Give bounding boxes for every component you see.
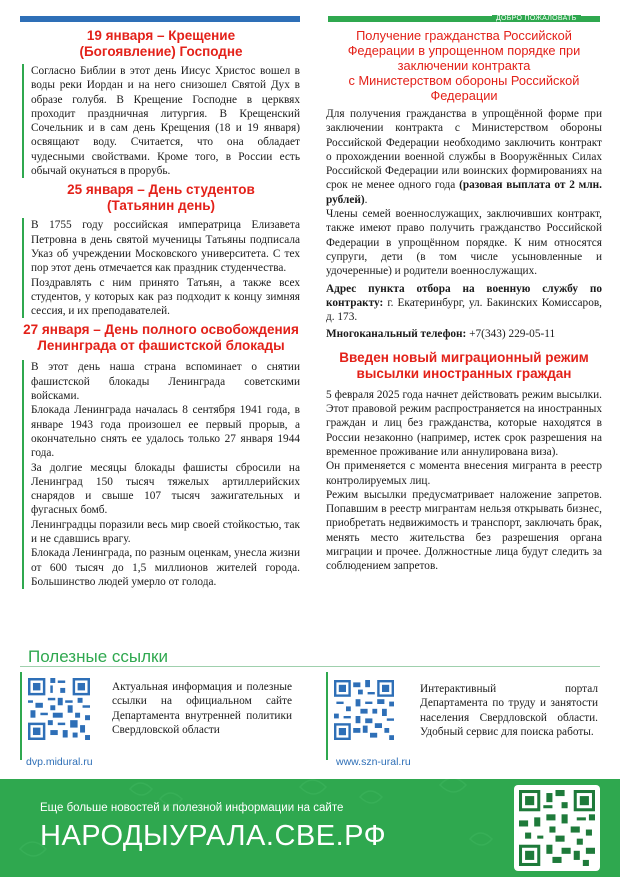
citizenship-section [326, 28, 602, 342]
leningrad-section [22, 322, 300, 589]
leningrad-text-1: В этот день наша страна вспоминает о снятии фашистской блокады Ленинграда советскими войсками. [31, 361, 300, 403]
footer-qr-code[interactable] [514, 785, 600, 871]
students-day-text-2: Поздравлять с ним принято Татьян, а также всех студентов, у которых как раз подходит к концу зимняя сессия, и их преподавателей. [31, 276, 300, 318]
baptism-title: 19 января – Крещение (Богоявление) Господне [79, 28, 243, 59]
useful-links-title: Полезные ссылки [28, 647, 168, 666]
students-day-title: 25 января – День студентов (Татьянин день) [67, 182, 255, 214]
top-bar-blue [20, 16, 300, 22]
useful-links-divider [20, 666, 600, 667]
leningrad-text-3: За долгие месяцы блокады фашисты сбросили на Ленинград 150 тысяч тяжелых артиллерийских снарядов и свыше 107 тысяч зажигательных и фугасных бомб. [31, 461, 300, 517]
qr-code-icon [334, 680, 394, 740]
link-url-dvp[interactable]: dvp.midural.ru [26, 756, 93, 768]
qr-code-szn[interactable] [334, 680, 394, 740]
baptism-text: Согласно Библии в этот день Иисус Христос вошел в воды реки Иордан и на него снизошел Святой Дух в образе голубя. В Крещение Господне в церквях проходит праздничная литургия. В Крещенский Сочельник и в сам день Крещения (18 и 19 января) освящают воду. Считается, что она обладает чудесными свойствами. Кроме того, в России есть обычай окунаться в прорубь. [31, 65, 300, 178]
qr-code-icon [28, 678, 90, 740]
leningrad-text-4: Ленинградцы поразили весь мир своей стойкостью, так и не сдавшись врагу. [31, 518, 300, 546]
leningrad-title: 27 января – День полного освобождения Ленинграда от фашистской блокады [23, 322, 299, 354]
link-box-right-border [326, 672, 328, 760]
recruitment-address: Адрес пункта отбора на военную службу по контракту: г. Екатеринбург, ул. Бакинских Комиссаров, д. 173. [326, 282, 602, 324]
citizenship-title: Получение гражданства Российской Федерации в упрощенном порядке при заключении контракта с Министерством обороны Российской Федерации [347, 28, 581, 103]
qr-code-icon [519, 790, 595, 866]
citizenship-text-2: Члены семей военнослужащих, заключивших контракт, также имеют право получить гражданство Российской Федерации в упрощённом порядке. К ним относятся супруги, дети (в том числе усыновленные и удочеренные) и родители военнослужащих. [326, 208, 602, 278]
footer-tagline: Еще больше новостей и полезной информации на сайте [40, 802, 344, 814]
welcome-label: ДОБРО ПОЖАЛОВАТЬ [492, 15, 581, 22]
deportation-text-1: 5 февраля 2025 года начнет действовать режим высылки. Этот правовой режим распространяется на иностранных граждан и лиц без гражданства, которые находятся в России незаконно (например, истек срок разрешения на временное проживание или аннулирована виза). [326, 388, 602, 458]
students-day-text-1: В 1755 году российская императрица Елизавета Петровна в день святой мученицы Татьяны подписала Указ об учреждении Московского университета. С тех пор этот день отмечается как праздник студенчества. [31, 219, 300, 275]
qr-code-dvp[interactable] [28, 678, 90, 740]
baptism-section [22, 28, 300, 178]
deportation-text-3: Режим высылки предусматривает наложение запретов. Попавшим в реестр мигрантам нельзя открывать бизнес, приобретать недвижимость и транспорт, заключать брак, менять место жительства без разрешения органа миграции и прочее. Должностные лица будут следить за соблюдением запретов. [326, 488, 602, 573]
students-day-section [22, 182, 300, 318]
right-column [326, 28, 602, 574]
citizenship-text-1: Для получения гражданства в упрощённой форме при заключении контракта с Министерством обороны Российской Федерации необходимо заключить контракт о прохождении военной службы в Вооружённых Силах Российской Федерации или воинских формированиях на срок не менее одного года (разовая выплата от 2 млн. рублей). [326, 108, 603, 206]
recruitment-phone: Многоканальный телефон: +7(343) 229-05-11 [326, 328, 556, 341]
link-box-left-border [20, 672, 22, 760]
deportation-section [326, 350, 602, 574]
deportation-title: Введен новый миграционный режим высылки иностранных граждан [339, 349, 589, 381]
link-description-szn: Интерактивный портал Департамента по труду и занятости населения Свердловской области. Удобный сервис для поиска работы. [420, 683, 598, 738]
footer-site-link[interactable]: НАРОДЫУРАЛА.СВЕ.РФ [40, 820, 387, 852]
deportation-text-2: Он применяется с момента внесения мигранта в реестр контролируемых лиц. [326, 460, 602, 487]
leningrad-text-5: Блокада Ленинграда, по разным оценкам, унесла жизни от 600 тысяч до 1,5 миллионов жителей города. Большинство людей умерло от голода. [31, 547, 301, 588]
link-description-dvp: Актуальная информация и полезные ссылки на официальном сайте Департамента внутренней политики Свердловской области [112, 681, 292, 736]
link-url-szn[interactable]: www.szn-ural.ru [336, 756, 411, 768]
left-column [22, 28, 300, 589]
leningrad-text-2: Блокада Ленинграда началась 8 сентября 1941 года, в январе 1943 года произошел ее первый прорыв, а окончательно снять ее удалось только 27 января 1944 года. [31, 404, 300, 460]
